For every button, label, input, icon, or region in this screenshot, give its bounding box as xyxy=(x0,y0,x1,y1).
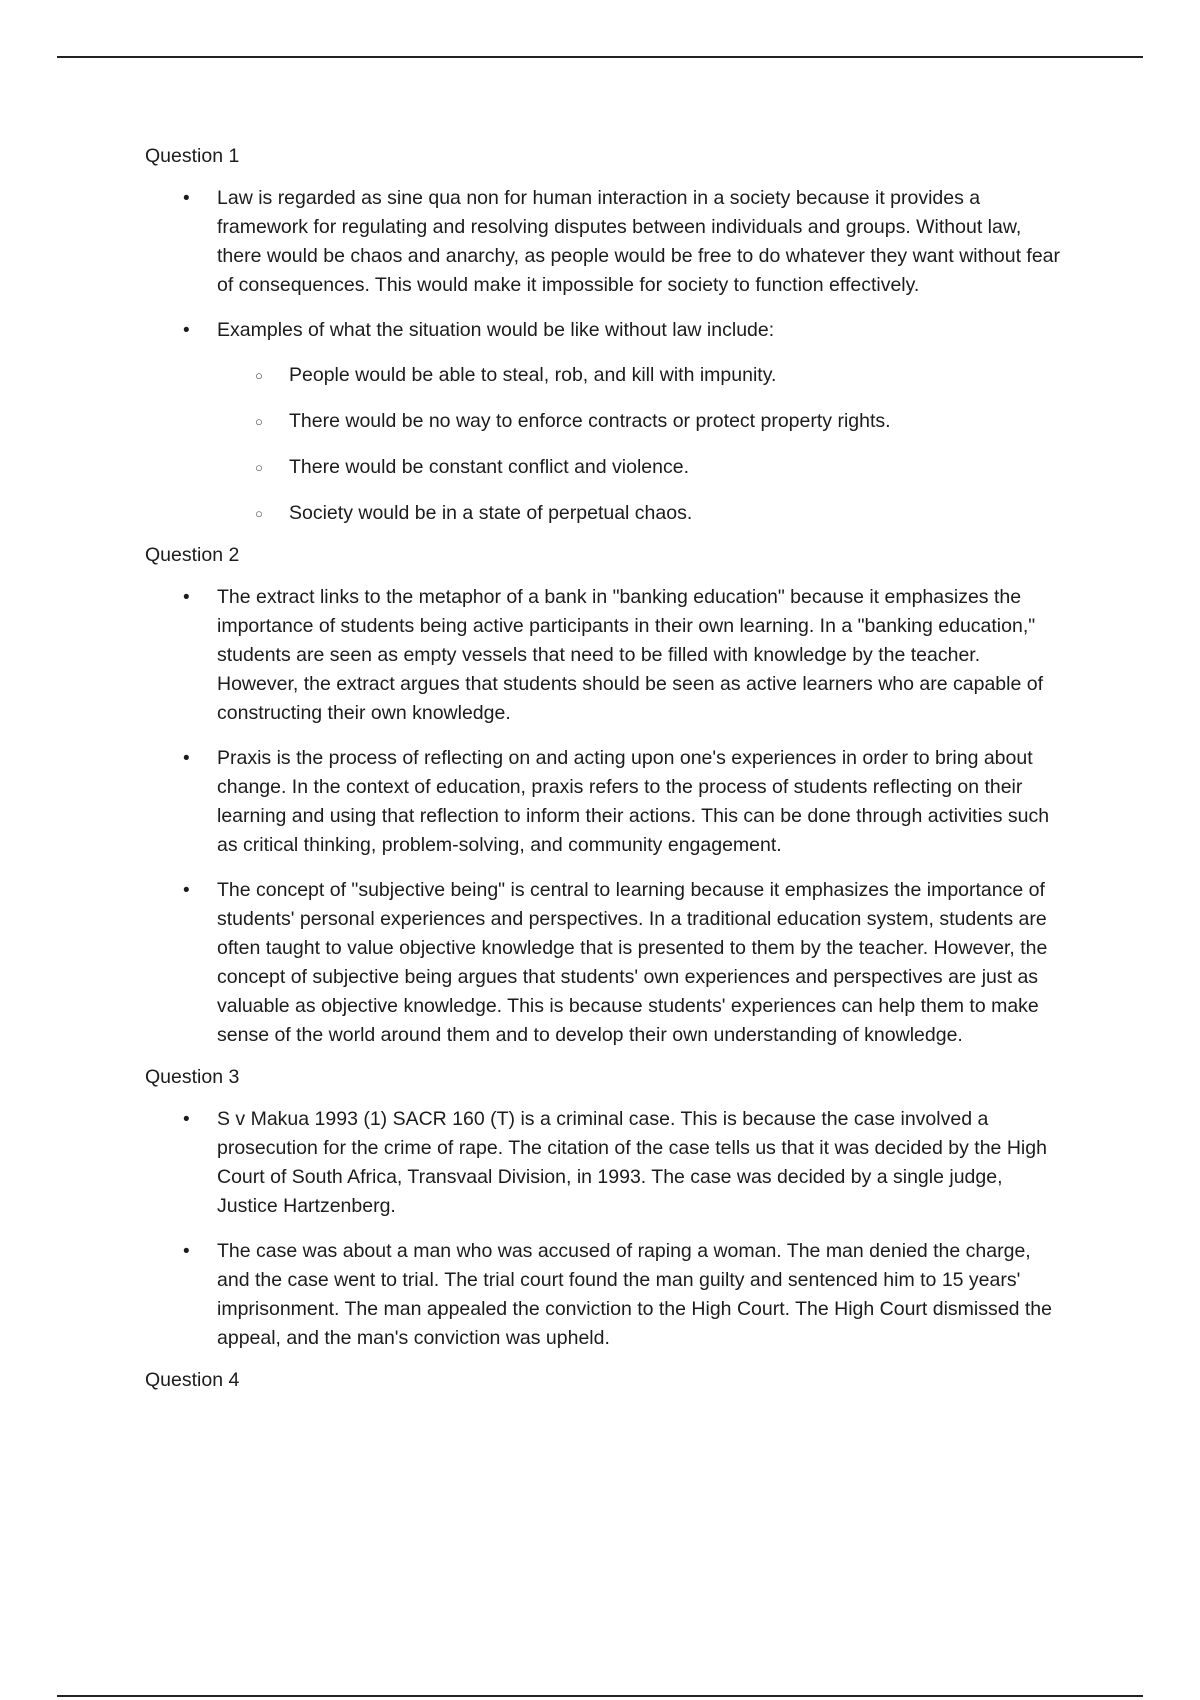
sub-bullet-text: There would be constant conflict and violence. xyxy=(289,456,689,478)
sub-list-item xyxy=(217,453,1060,482)
sub-bullet-text: Society would be in a state of perpetual chaos. xyxy=(289,502,693,524)
bullet-icon: • xyxy=(183,587,190,608)
list-item xyxy=(145,876,1060,1050)
document-body xyxy=(145,142,1060,1408)
circle-bullet-icon: ○ xyxy=(255,368,263,383)
bullet-icon: • xyxy=(183,320,190,341)
circle-bullet-icon: ○ xyxy=(255,414,263,429)
circle-bullet-icon: ○ xyxy=(255,460,263,475)
list-item xyxy=(145,184,1060,300)
question-3-list xyxy=(145,1105,1060,1353)
list-item xyxy=(145,1237,1060,1353)
question-1-heading: Question 1 xyxy=(145,145,240,167)
bullet-icon: • xyxy=(183,748,190,769)
circle-bullet-icon: ○ xyxy=(255,506,263,521)
bullet-text: The case was about a man who was accused of raping a woman. The man denied the charge, and the case went to trial. The trial court found the man guilty and sentenced him to 15 years' imprisonment. The man appealed the conviction to the High Court. The High Court dismissed the appeal, and the man's conviction was upheld. xyxy=(217,1240,1052,1349)
bullet-icon: • xyxy=(183,1241,190,1262)
sub-bullet-text: People would be able to steal, rob, and kill with impunity. xyxy=(289,364,777,386)
question-2-heading: Question 2 xyxy=(145,544,240,566)
sub-list-item xyxy=(217,407,1060,436)
bullet-icon: • xyxy=(183,1109,190,1130)
list-item xyxy=(145,316,1060,528)
bullet-text: Law is regarded as sine qua non for human interaction in a society because it provides a framework for regulating and resolving disputes between individuals and groups. Without law, there would be chaos and anarchy, as people would be free to do whatever they want without fear of consequences. This would make it impossible for society to function effectively. xyxy=(217,187,1061,296)
bullet-text: The extract links to the metaphor of a bank in "banking education" because it emphasizes the importance of students being active participants in their own learning. In a "banking education," students are seen as empty vessels that need to be filled with knowledge by the teacher. However, the extract argues that students should be seen as active learners who are capable of constructing their own knowledge. xyxy=(217,586,1043,724)
question-4-heading: Question 4 xyxy=(145,1369,240,1391)
bullet-icon: • xyxy=(183,188,190,209)
footer-rule xyxy=(57,1695,1143,1697)
header-rule xyxy=(57,56,1143,58)
sub-list-item xyxy=(217,499,1060,528)
bullet-icon: • xyxy=(183,880,190,901)
bullet-text: Examples of what the situation would be like without law include: xyxy=(217,319,775,341)
bullet-text: Praxis is the process of reflecting on and acting upon one's experiences in order to bring about change. In the context of education, praxis refers to the process of students reflecting on their learning and using that reflection to inform their actions. This can be done through activities such as critical thinking, problem-solving, and community engagement. xyxy=(217,747,1050,856)
sub-list-item xyxy=(217,361,1060,390)
bullet-text: S v Makua 1993 (1) SACR 160 (T) is a criminal case. This is because the case involved a prosecution for the crime of rape. The citation of the case tells us that it was decided by the High Court of South Africa, Transvaal Division, in 1993. The case was decided by a single judge, Justice Hartzenberg. xyxy=(217,1108,1047,1217)
sub-bullet-text: There would be no way to enforce contracts or protect property rights. xyxy=(289,410,891,432)
list-item xyxy=(145,583,1060,728)
question-1-list xyxy=(145,184,1060,528)
bullet-text: The concept of "subjective being" is central to learning because it emphasizes the importance of students' personal experiences and perspectives. In a traditional education system, students are often taught to value objective knowledge that is presented to them by the teacher. However, the concept of subjective being argues that students' own experiences and perspectives are just as valuable as objective knowledge. This is because students' experiences can help them to make sense of the world around them and to develop their own understanding of knowledge. xyxy=(217,879,1048,1046)
question-2-list xyxy=(145,583,1060,1050)
question-1-sub-list xyxy=(217,361,1060,528)
list-item xyxy=(145,744,1060,860)
list-item xyxy=(145,1105,1060,1221)
question-3-heading: Question 3 xyxy=(145,1066,240,1088)
